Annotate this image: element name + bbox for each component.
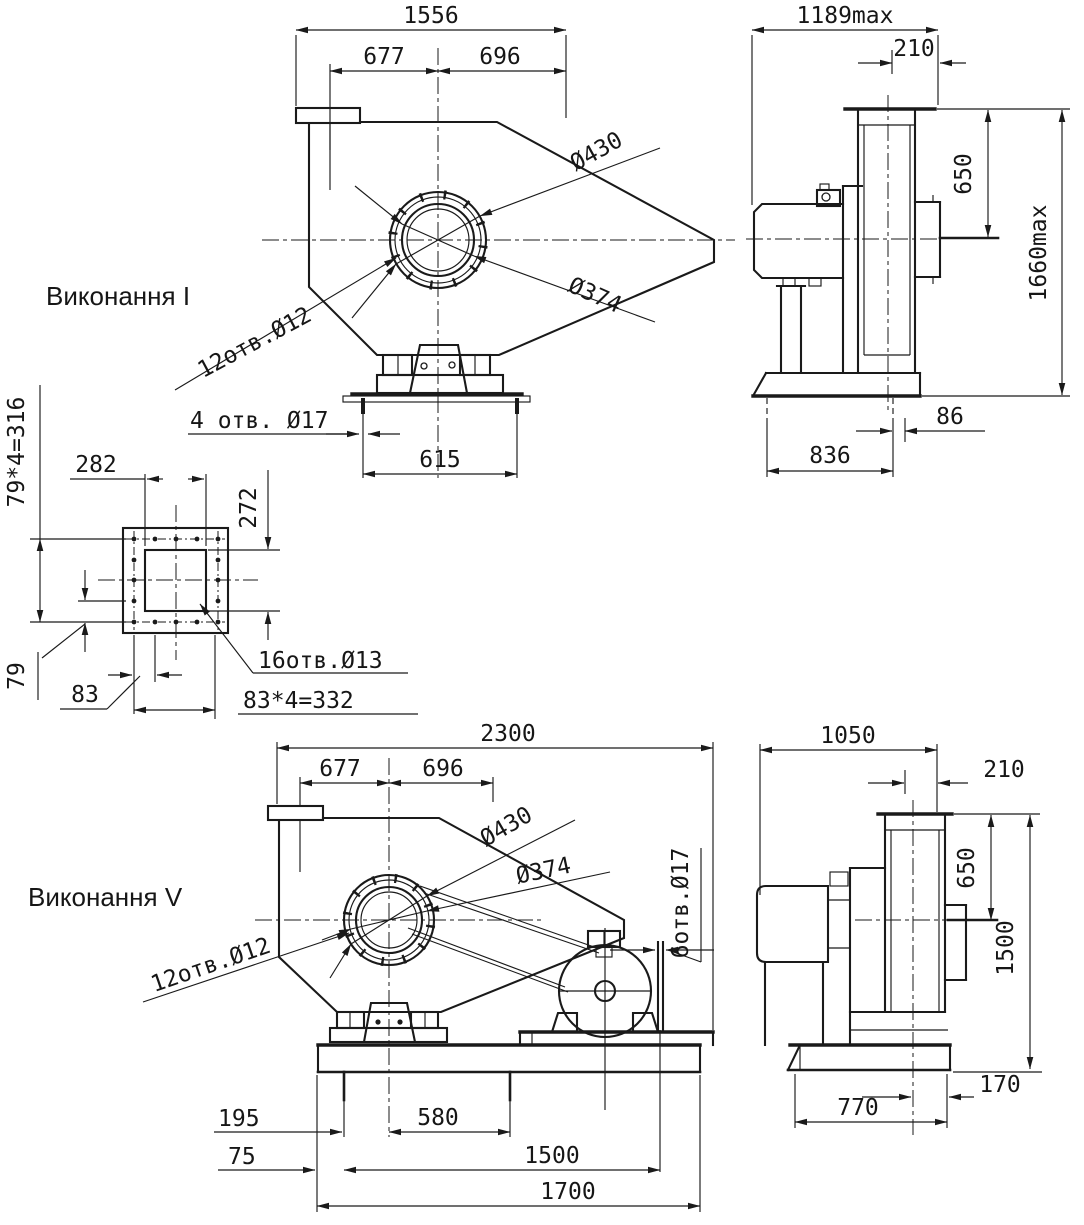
dim-inlet-dia: Ø430 [566, 127, 628, 177]
dim-flange-height: 650 [951, 153, 977, 195]
dim-inner-dia-v5: Ø374 [513, 852, 574, 890]
dim-left-to-axis-v5: 677 [319, 756, 361, 782]
dim-inlet-dia-v5: Ø430 [476, 801, 537, 853]
scroll-housing-outline [309, 122, 714, 355]
version1-side-view [746, 3, 1070, 477]
dim-foot-span: 615 [419, 447, 461, 473]
flange-dimensions [4, 385, 418, 719]
dim-base-depth-v5: 770 [837, 1095, 879, 1121]
dim-base-depth: 836 [809, 443, 851, 469]
dim-pitch-v-total: 79*4=316 [4, 396, 30, 508]
side-flange-v5 [945, 905, 997, 980]
version5-front-view [143, 721, 714, 1212]
dim-hole-width: 282 [75, 452, 117, 478]
motor-junction-box [817, 184, 840, 206]
dim-overall-width: 1556 [403, 3, 459, 29]
motor-side-v5 [757, 872, 850, 1045]
dim-195: 195 [218, 1106, 260, 1132]
dim-overall-depth-v5: 1050 [820, 723, 876, 749]
dim-pitch-v: 79 [4, 662, 30, 690]
dim-foot-holes: 4 отв. Ø17 [190, 408, 329, 434]
belt-drive [408, 886, 599, 992]
outlet-flange-detail [4, 385, 418, 719]
v5s-base [788, 1045, 950, 1070]
dim-pitch-h-total: 83*4=332 [243, 688, 354, 714]
dim-1700: 1700 [540, 1179, 596, 1205]
scroll-housing-outline-v5 [279, 818, 624, 1012]
base-plate [343, 396, 530, 402]
dim-anchor-holes: 6отв.Ø17 [668, 847, 694, 959]
dim-flange-height-v5: 650 [954, 847, 980, 889]
holes12-leader-v5 [143, 933, 349, 1002]
dim-flange-holes-count: 16отв.Ø13 [258, 648, 383, 674]
v1s-base [753, 373, 920, 424]
dim-overall-width-v5: 2300 [480, 721, 536, 747]
dim-1500: 1500 [524, 1143, 580, 1169]
v5s-dimensions [760, 723, 1042, 1128]
dim-bolt-offset: 86 [936, 404, 964, 430]
outlet-flange [296, 108, 360, 123]
dim-outlet-offset: 210 [893, 36, 935, 62]
dim-75: 75 [228, 1144, 256, 1170]
version5-label: Виконання V [28, 882, 183, 912]
dim-hole-height: 272 [236, 487, 262, 529]
dim-inner-dia: Ø374 [564, 272, 626, 319]
dim-flange-holes: 12отв.Ø12 [193, 302, 316, 384]
anchor-bolt [658, 942, 663, 1172]
dim-overall-depth: 1189max [796, 3, 894, 29]
dim-axis-to-right: 696 [479, 44, 521, 70]
dim-pitch-h: 83 [71, 682, 99, 708]
dim-outlet-offset-v5: 210 [983, 757, 1025, 783]
dim-580: 580 [417, 1105, 459, 1131]
base-frame [318, 1045, 700, 1100]
version1-front-view [175, 3, 735, 478]
dim-bolt-offset-v5: 170 [979, 1072, 1021, 1098]
dim-overall-height: 1660max [1026, 204, 1052, 302]
outlet-flange-v5 [268, 806, 323, 820]
dim-axis-to-right-v5: 696 [422, 756, 464, 782]
dim-flange-holes-v5: 12отв.Ø12 [147, 932, 274, 998]
dim-left-to-axis: 677 [363, 44, 405, 70]
dia430-leader-v5 [330, 802, 575, 978]
holes12-leader [175, 258, 396, 390]
v1s-dimensions [752, 3, 1070, 477]
dim-overall-height-v5: 1500 [993, 920, 1019, 976]
version1-label: Виконання I [46, 281, 191, 311]
motor-side [754, 204, 843, 373]
version5-side-view [757, 723, 1042, 1135]
